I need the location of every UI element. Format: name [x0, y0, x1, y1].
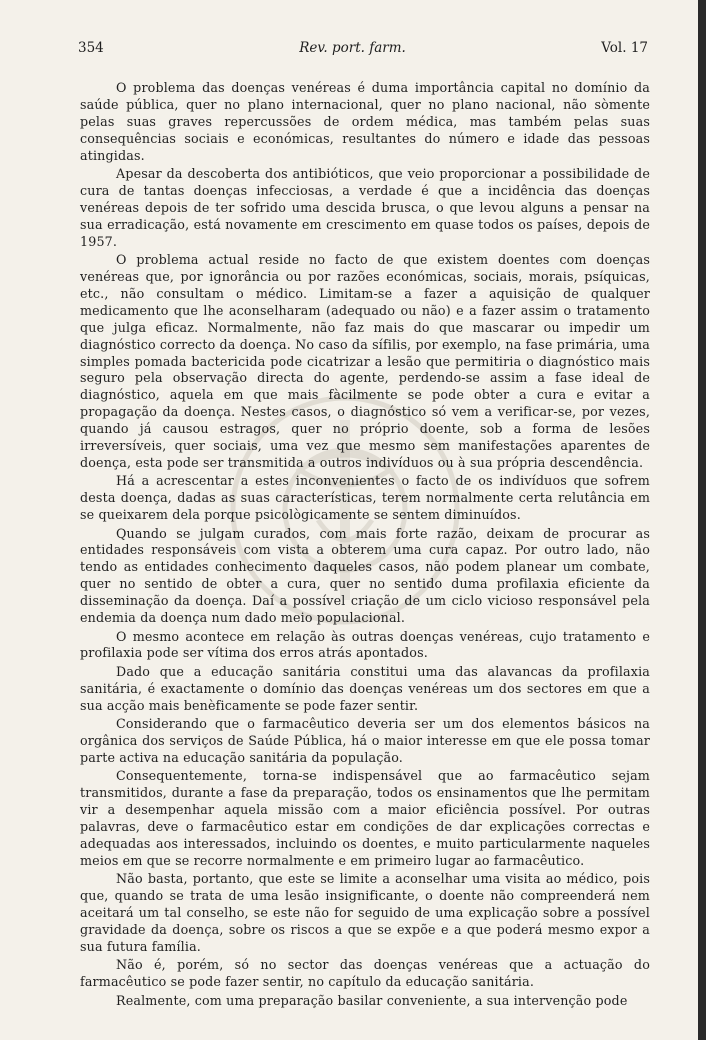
paragraph: Considerando que o farmacêutico deveria ser um dos elementos básicos na orgânica dos serviços de Saúde Pública, há o maior interesse em que ele possa tomar parte activa na educação sanitária da população. — [80, 716, 650, 765]
paragraph: Apesar da descoberta dos antibióticos, que veio proporcionar a possibilidade de cura de tantas doenças infecciosas, a verdade é que a incidência das doenças venéreas depois de ter sofrido uma descida brusca, o que levou alguns a pensar na sua erradicação, está novamente em crescimento em quase todos os países, depois de 1957. — [80, 166, 650, 249]
paragraph: O mesmo acontece em relação às outras doenças venéreas, cujo tratamento e profilaxia pode ser vítima dos erros atrás apontados. — [80, 628, 650, 661]
paragraph: Não basta, portanto, que este se limite a aconselhar uma visita ao médico, pois que, quando se trata de uma lesão insignificante, o doente não compreenderá nem aceitará um tal conselho, se este não for seguido de uma explicação sobre a possível gravidade da doença, sobre os riscos a que se expõe e a que poderá mesmo expor a sua futura família. — [80, 871, 650, 954]
paragraph: Há a acrescentar a estes inconvenientes o facto de os indivíduos que sofrem desta doença, dadas as suas características, terem normalmente certa relutância em se queixarem dela porque psicològicamente se sentem diminuídos. — [80, 473, 650, 523]
paragraph: Consequentemente, torna-se indispensável que ao farmacêutico sejam transmitidos, durante a fase da preparação, todos os ensinamentos que lhe permitam vir a desempenhar aquela missão com a maior eficiência possível. Por outras palavras, deve o farmacêutico estar em condições de dar explicações correctas e adequadas aos interessados, incluindo os doentes, e muito particularmente naqueles meios em que se recorre normalmente e em primeiro lugar ao farmacêutico. — [80, 768, 650, 868]
running-header — [78, 40, 648, 56]
paragraph: Realmente, com uma preparação basilar conveniente, a sua intervenção pode — [116, 992, 628, 1008]
paragraph: Dado que a educação sanitária constitui uma das alavancas da profilaxia sanitária, é exactamente o domínio das doenças venéreas um dos sectores em que a sua acção mais benèficamente se pode fazer sentir. — [80, 663, 650, 713]
paragraph: O problema actual reside no facto de que existem doentes com doenças venéreas que, por ignorância ou por razões económicas, sociais, morais, psíquicas, etc., não consultam o médico. Limitam-se a fazer a aquisição de qualquer medicamento que lhe aconselharam (adequado ou não) e a fazer assim o tratamento que julga eficaz. Normalmente, não faz mais do que mascarar ou impedir um diagnóstico correcto da doença. No caso da sífilis, por exemplo, na fase primária, uma simples pomada bactericida pode cicatrizar a lesão que permitiria o diagnóstico mais seguro pela observação directa do agente, perdendo-se assim a fase ideal de diagnóstico, aquela em que mais fàcilmente se pode obter a cura e evitar a propagação da doença. Nestes casos, o diagnóstico só vem a verificar-se, por vezes, quando já causou estragos, quer no próprio doente, sob a forma de lesões irreversíveis, quer sociais, uma vez que mesmo sem manifestações aparentes de doença, esta pode ser transmitida a outros indivíduos ou à sua própria descendência. — [80, 252, 650, 470]
page-edge — [698, 0, 706, 1040]
paragraph: Quando se julgam curados, com mais forte razão, deixam de procurar as entidades responsáveis com vista a obterem uma cura capaz. Por outro lado, não tendo as entidades conhecimento daqueles casos, não podem planear um combate, quer no sentido de obter a cura, quer no sentido duma profilaxia eficiente da disseminação da doença. Daí a possível criação de um ciclo vicioso responsável pela endemia da doença num dado meio populacional. — [80, 525, 650, 626]
paragraph: Não é, porém, só no sector das doenças venéreas que a actuação do farmacêutico se pode fazer sentir, no capítulo da educação sanitária. — [80, 957, 650, 990]
article-body — [80, 80, 650, 1011]
volume-label: Vol. 17 — [601, 40, 648, 56]
page-number: 354 — [78, 40, 104, 56]
journal-title: Rev. port. farm. — [299, 40, 406, 56]
paragraph: O problema das doenças venéreas é duma importância capital no domínio da saúde pública, quer no plano internacional, quer no plano nacional, não sòmente pelas suas graves repercussões de ordem médica, mas também pelas suas consequências sociais e económicas, resultantes do número e idade das pessoas atingidas. — [80, 80, 650, 163]
